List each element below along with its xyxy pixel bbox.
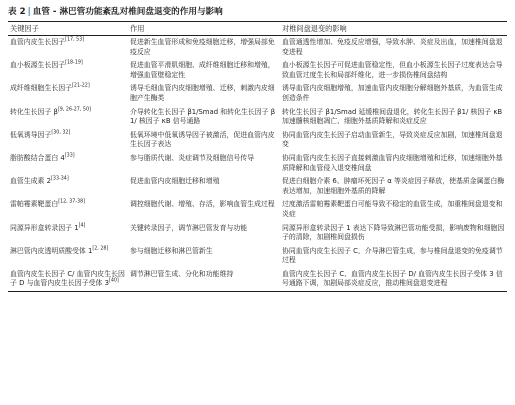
effect-cell: 血管通透性增加、免疫反应增强，导致水肿、炎症及出血，加速椎间盘退变进程 <box>282 38 503 56</box>
header-effect: 对椎间盘退变的影响 <box>282 24 347 33</box>
factor-cell <box>8 59 128 82</box>
header-row <box>8 22 507 36</box>
role-cell: 参与细胞迁移和淋巴管新生 <box>130 246 213 255</box>
factor-name: 血管内皮生长因子 C/ 血管内皮生长因子 D 与血管内皮生长因子受体 3 <box>10 269 125 288</box>
factor-name: 低氧诱导因子 <box>10 130 52 139</box>
factor-name: 淋巴管内皮透明质酸受体 1 <box>10 246 93 255</box>
citation-ref: [40] <box>108 279 119 285</box>
effect-cell: 协同血管内皮生长因子直接刺激血管内皮细胞增殖和迁移，加速细胞外基质降解和血管侵入退变椎间盘 <box>282 153 503 172</box>
table-number: 表 2 <box>8 7 26 17</box>
citation-ref: [30, 32] <box>51 130 71 136</box>
table-caption <box>8 6 507 18</box>
table-row <box>8 106 507 129</box>
table-row <box>8 129 507 152</box>
effect-cell: 促进白细胞介素 6、肿瘤坏死因子 α 等炎症因子释放，使基质金属蛋白酶表达增加，加速细胞外基质的降解 <box>282 177 505 195</box>
table-row <box>8 222 507 245</box>
table-row <box>8 198 507 221</box>
citation-ref: [2, 28] <box>92 246 109 252</box>
table-row <box>8 59 507 82</box>
factor-cell <box>8 36 128 60</box>
table-title: 血管 - 淋巴管功能紊乱对椎间盘退变的作用与影响 <box>32 7 223 17</box>
caption-separator: | <box>27 7 31 17</box>
role-cell: 促进新生血管形成和免疫细胞迁移，增强局部免疫反应 <box>130 38 275 56</box>
factor-cell <box>8 198 128 221</box>
citation-ref: [33-34] <box>51 176 69 182</box>
table-row <box>8 36 507 60</box>
factor-cell <box>8 268 128 292</box>
factor-name: 转化生长因子 β <box>10 107 58 116</box>
data-table <box>8 21 507 292</box>
factor-cell <box>8 152 128 175</box>
citation-ref: [18-19] <box>65 60 83 66</box>
factor-cell <box>8 82 128 105</box>
effect-cell: 协同血管内皮生长因子启动血管新生，导致炎症反应加剧，加速椎间盘退变 <box>282 130 503 149</box>
citation-ref: [21-22] <box>72 84 90 90</box>
citation-ref: [12, 37-38] <box>58 200 86 206</box>
role-cell: 关键转录因子，调节淋巴管发育与功能 <box>130 223 248 232</box>
table-row <box>8 245 507 268</box>
factor-cell <box>8 222 128 245</box>
factor-name: 成纤维细胞生长因子 <box>10 84 73 93</box>
factor-name: 血管内皮生长因子 <box>10 38 66 46</box>
factor-name: 血管生成素 2 <box>10 177 52 186</box>
role-cell: 促进血管内皮细胞迁移和增殖 <box>130 177 220 186</box>
effect-cell: 诱导血管内皮细胞增殖，加速血管内皮细胞分解细胞外基质，为血管生成创造条件 <box>282 84 503 102</box>
citation-ref: [33] <box>64 153 75 159</box>
factor-name: 血小板源生长因子 <box>10 61 66 70</box>
role-cell: 介导转化生长因子 β1/Smad 和转化生长因子 β1/ 核因子 κB 信号通路 <box>130 107 276 126</box>
citation-ref: [17, 53] <box>65 37 85 43</box>
factor-name: 脂肪酸结合蛋白 4 <box>10 153 65 162</box>
role-cell: 调控细胞代谢、增殖、存活，影响血管生成过程 <box>130 200 275 209</box>
effect-cell: 协同血管内皮生长因子 C，介导淋巴管生成，参与椎间盘退变的免疫调节过程 <box>282 246 503 265</box>
table-row <box>8 175 507 198</box>
role-cell: 诱导毛细血管内皮细胞增殖、迁移，刺激内皮细胞产生酶类 <box>130 84 275 102</box>
factor-cell <box>8 175 128 198</box>
factor-name: 同源异形盒转录因子 1 <box>10 223 79 232</box>
table-figure <box>8 6 507 292</box>
role-cell: 调节淋巴管生成、分化和功能维持 <box>130 269 234 278</box>
table-row <box>8 82 507 105</box>
role-cell: 低氧环境中低氧诱导因子被激活，促进血管内皮生长因子表达 <box>130 130 275 149</box>
factor-cell <box>8 245 128 268</box>
effect-cell: 转化生长因子 β1/Smad 延缓椎间盘退化，转化生长因子 β1/ 核因子 κB 加速髓核细胞凋亡、细胞外基质降解和炎症反应 <box>282 107 503 126</box>
effect-cell: 血管内皮生长因子 C、血管内皮生长因子 D/ 血管内皮生长因子受体 3 信号通路下调，加剧局部炎症反应，推动椎间盘退变进程 <box>282 269 503 288</box>
table-row <box>8 152 507 175</box>
factor-cell <box>8 129 128 152</box>
header-factor: 关键因子 <box>10 24 39 33</box>
effect-cell: 同源异形盒转录因子 1 表达下降导致淋巴管功能受损，影响废物和细胞因子的清除，加剧椎间盘损伤 <box>282 223 505 242</box>
citation-ref: [9, 26-27, 50] <box>57 107 91 113</box>
role-cell: 参与脂质代谢、炎症调节及细胞信号传导 <box>130 153 255 162</box>
effect-cell: 血小板源生长因子可促进血管稳定性，但血小板源生长因子过度表达会导致血管过度生长和局部纤维化，进一步损伤椎间盘结构 <box>282 61 503 79</box>
header-role: 作用 <box>130 24 145 33</box>
table-row <box>8 268 507 292</box>
citation-ref: [4] <box>78 223 86 229</box>
factor-cell <box>8 106 128 129</box>
effect-cell: 过度激活雷帕霉素靶蛋白可能导致不稳定的血管生成，加重椎间盘退变和炎症 <box>282 200 503 218</box>
role-cell: 促进血管平滑肌细胞、成纤维细胞迁移和增殖，增强血管壁稳定性 <box>130 61 275 79</box>
factor-name: 雷帕霉素靶蛋白 <box>10 200 59 209</box>
